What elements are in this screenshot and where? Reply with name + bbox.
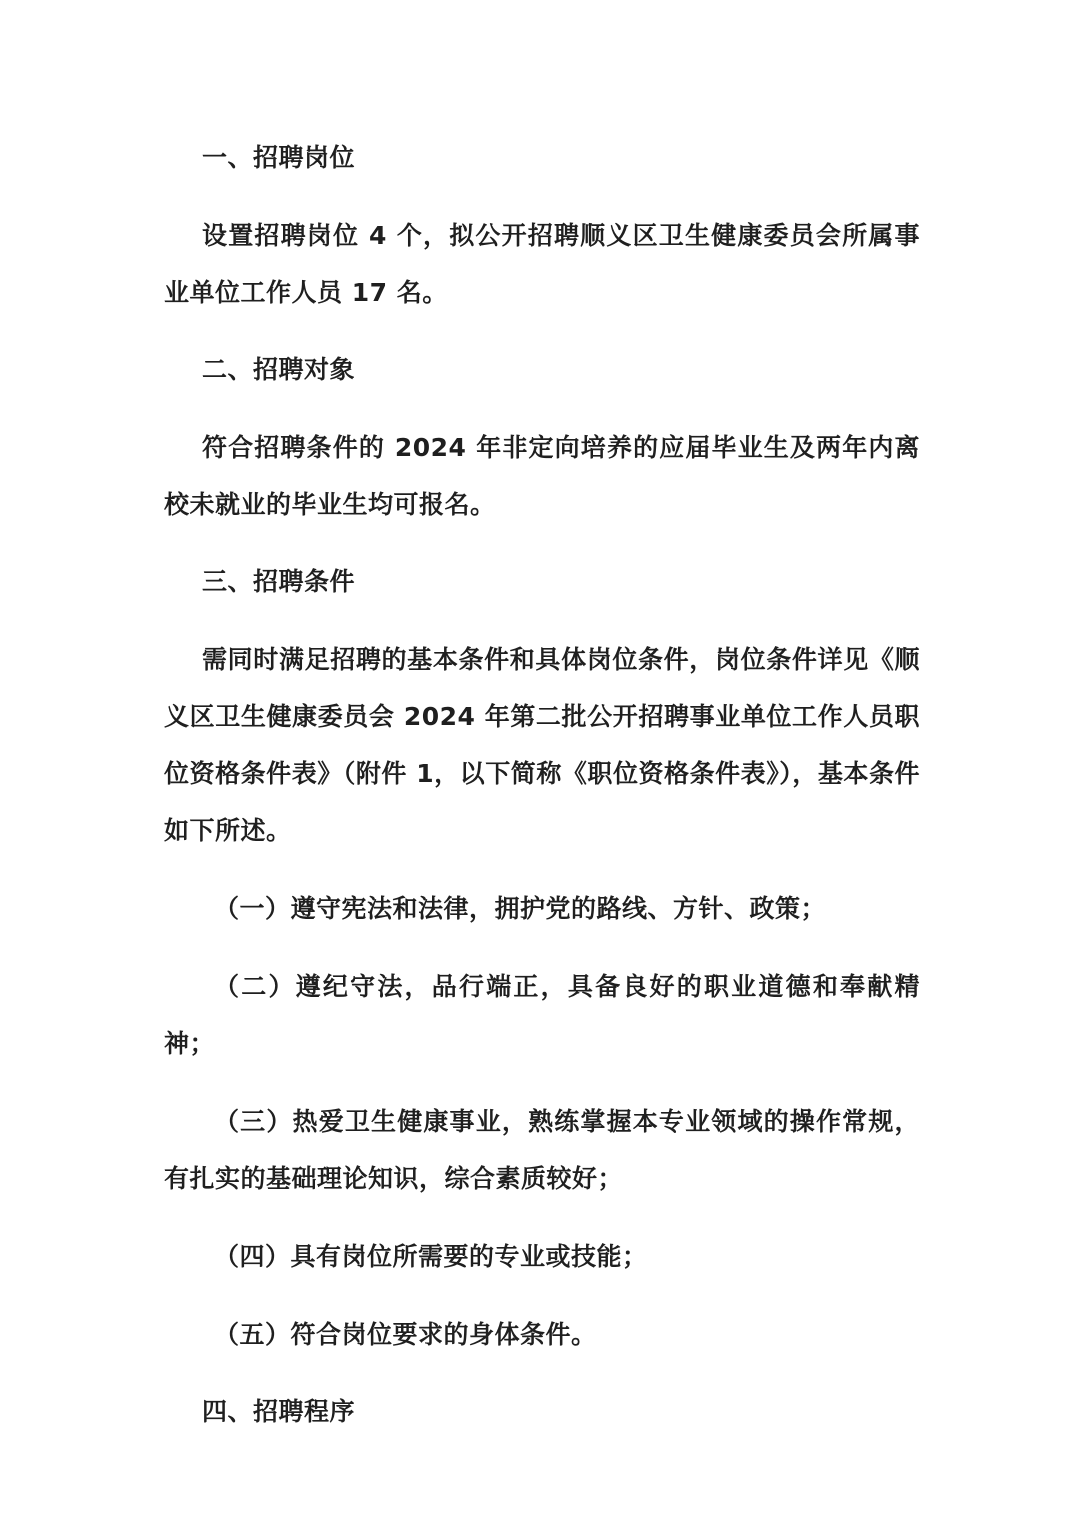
condition-item-5: （五）符合岗位要求的身体条件。 — [214, 1320, 597, 1349]
condition-item-1: （一）遵守宪法和法律，拥护党的路线、方针、政策； — [214, 894, 827, 923]
section-heading-targets: 二、招聘对象 — [202, 355, 356, 384]
condition-item-4: （四）具有岗位所需要的专业或技能； — [214, 1242, 648, 1271]
document-body — [164, 130, 920, 1440]
section-heading-procedure: 四、招聘程序 — [202, 1397, 356, 1426]
condition-item-3: （三）热爱卫生健康事业，熟练掌握本专业领域的操作常规，有扎实的基础理论知识，综合素质较好； — [164, 1107, 920, 1193]
section-paragraph-conditions: 需同时满足招聘的基本条件和具体岗位条件，岗位条件详见《顺义区卫生健康委员会 2024 年第二批公开招聘事业单位工作人员职位资格条件表》（附件 1，以下简称《职位资格条件表》），基本条件如下所述。 — [164, 645, 920, 845]
section-paragraph-positions: 设置招聘岗位 4 个，拟公开招聘顺义区卫生健康委员会所属事业单位工作人员 17 名。 — [164, 221, 920, 307]
condition-item-2: （二）遵纪守法，品行端正，具备良好的职业道德和奉献精神； — [164, 972, 920, 1058]
section-heading-positions: 一、招聘岗位 — [202, 143, 356, 172]
section-paragraph-targets: 符合招聘条件的 2024 年非定向培养的应届毕业生及两年内离校未就业的毕业生均可报名。 — [164, 433, 920, 519]
section-heading-conditions: 三、招聘条件 — [202, 567, 356, 596]
